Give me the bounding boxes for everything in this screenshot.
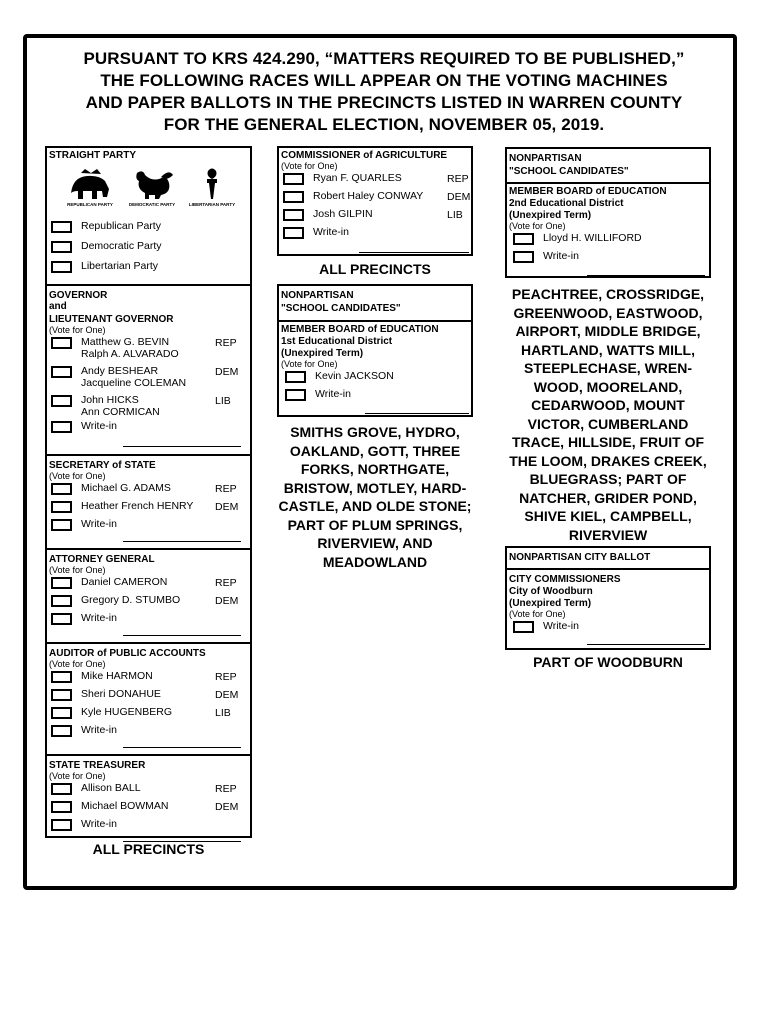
- vote-checkbox[interactable]: [51, 613, 72, 625]
- nonpartisan-label: NONPARTISAN: [281, 290, 354, 301]
- precinct-caption: [270, 423, 480, 571]
- candidate-row[interactable]: Lloyd H. WILLIFORD: [507, 231, 709, 249]
- caption-line: VICTOR, CUMBERLAND: [527, 415, 689, 432]
- candidate-row[interactable]: Gregory D. STUMBO DEM: [47, 593, 250, 611]
- nonpartisan-label: "SCHOOL CANDIDATES": [509, 166, 629, 177]
- writein-row[interactable]: Write-in: [47, 817, 250, 835]
- logo-caption: DEMOCRATIC PARTY: [128, 202, 176, 207]
- candidate-row[interactable]: Allison BALL REP: [47, 781, 250, 799]
- nonpartisan-label: NONPARTISAN: [509, 153, 582, 164]
- notice-header: [30, 48, 738, 136]
- nonpartisan-label: "SCHOOL CANDIDATES": [281, 303, 401, 314]
- vote-checkbox[interactable]: [51, 395, 72, 407]
- section-title: AUDITOR of PUBLIC ACCOUNTS: [49, 648, 206, 659]
- logo-caption: REPUBLICAN PARTY: [67, 202, 113, 207]
- caption-line: BLUEGRASS; PART OF: [529, 471, 687, 487]
- writein-row[interactable]: Write-in: [47, 419, 250, 437]
- vote-checkbox[interactable]: [51, 483, 72, 495]
- caption-line: PART OF PLUM SPRINGS,: [287, 516, 463, 533]
- vote-checkbox[interactable]: [51, 671, 72, 683]
- vote-checkbox[interactable]: [51, 801, 72, 813]
- candidate-row[interactable]: Sheri DONAHUE DEM: [47, 687, 250, 705]
- caption-line: FORKS, NORTHGATE,: [300, 461, 450, 477]
- vote-instruction: (Vote for One): [281, 359, 338, 369]
- caption-line: GREENWOOD, EASTWOOD,: [513, 304, 703, 321]
- candidate-name-line: Matthew G. BEVIN: [81, 336, 170, 348]
- candidate-name-line: Andy BESHEAR: [81, 365, 159, 377]
- writein-line[interactable]: [123, 635, 241, 636]
- section-attorney-general: [47, 550, 250, 644]
- section-title: CITY COMMISSIONERS: [509, 574, 621, 585]
- vote-checkbox[interactable]: [51, 241, 72, 253]
- candidate-row[interactable]: Michael G. ADAMS REP: [47, 481, 250, 499]
- precinct-caption: ALL PRECINCTS: [92, 841, 205, 857]
- vote-checkbox[interactable]: [51, 261, 72, 273]
- party-label: LIB: [215, 395, 231, 407]
- section-governor: [47, 286, 250, 456]
- candidate-row[interactable]: Kyle HUGENBERG LIB: [47, 705, 250, 723]
- section-secretary-of-state: [47, 456, 250, 550]
- party-label: REP: [215, 337, 237, 349]
- caption-line: WOOD, MOORELAND,: [533, 378, 683, 395]
- section-title: 1st Educational District: [281, 336, 393, 347]
- caption-line: RIVERVIEW, AND: [317, 535, 433, 551]
- section-title: City of Woodburn: [509, 586, 593, 597]
- vote-checkbox[interactable]: [51, 577, 72, 589]
- republican-elephant-icon: [65, 167, 115, 207]
- vote-instruction: (Vote for One): [49, 471, 106, 481]
- vote-checkbox[interactable]: [285, 389, 306, 401]
- candidate-name-line: John HICKS: [81, 394, 139, 406]
- writein-row[interactable]: Write-in: [47, 517, 250, 535]
- candidate-row[interactable]: [47, 364, 250, 390]
- caption-line: CASTLE, AND OLDE STONE;: [278, 498, 472, 514]
- section-title: STRAIGHT PARTY: [49, 150, 137, 161]
- candidate-row[interactable]: Mike HARMON REP: [47, 669, 250, 687]
- vote-checkbox[interactable]: [51, 707, 72, 719]
- caption-line: RIVERVIEW: [568, 526, 648, 543]
- candidate-name: [81, 394, 160, 418]
- caption-line: THE LOOM, DRAKES CREEK,: [509, 452, 707, 469]
- writein-row[interactable]: Write-in: [47, 723, 250, 741]
- section-title: COMMISSIONER of AGRICULTURE: [281, 150, 448, 161]
- writein-line[interactable]: [587, 275, 705, 276]
- writein-line[interactable]: [123, 446, 241, 447]
- section-title: STATE TREASURER: [49, 760, 146, 771]
- candidate-name: [81, 365, 186, 389]
- ballot-board-of-education-1st: [277, 284, 473, 417]
- candidate-name-line: Ann CORMICAN: [81, 406, 160, 418]
- vote-checkbox[interactable]: [51, 366, 72, 378]
- header-line: PURSUANT TO KRS 424.290, “MATTERS REQUIRED TO BE PUBLISHED,”: [83, 49, 685, 68]
- section-title: and: [49, 301, 67, 312]
- writein-row[interactable]: Write-in: [279, 387, 471, 405]
- section-title: LIEUTENANT GOVERNOR: [49, 314, 174, 325]
- section-title: SECRETARY of STATE: [49, 460, 156, 471]
- section-title: (Unexpired Term): [509, 210, 592, 221]
- vote-checkbox[interactable]: [513, 621, 534, 633]
- candidate-row[interactable]: Michael BOWMAN DEM: [47, 799, 250, 817]
- vote-checkbox[interactable]: [283, 227, 304, 239]
- ballot-city-commissioners: [505, 546, 711, 650]
- nonpartisan-header: [507, 548, 709, 570]
- nonpartisan-header: [507, 149, 709, 184]
- caption-line: TRACE, HILLSIDE, FRUIT OF: [511, 434, 705, 450]
- section-title: ATTORNEY GENERAL: [49, 554, 155, 565]
- precinct-caption: PART OF WOODBURN: [533, 654, 683, 670]
- writein-row[interactable]: Write-in: [507, 619, 709, 637]
- candidate-row[interactable]: Robert Haley CONWAY DEM: [279, 189, 471, 207]
- writein-row[interactable]: Write-in: [279, 225, 471, 243]
- vote-checkbox[interactable]: [51, 519, 72, 531]
- vote-checkbox[interactable]: [283, 191, 304, 203]
- vote-checkbox[interactable]: [283, 173, 304, 185]
- candidate-row[interactable]: Daniel CAMERON REP: [47, 575, 250, 593]
- vote-checkbox[interactable]: [513, 251, 534, 263]
- section-title: (Unexpired Term): [509, 598, 592, 609]
- candidate-name-line: Jacqueline COLEMAN: [81, 377, 187, 389]
- section-state-treasurer: [47, 756, 250, 846]
- caption-line: SHIVE KIEL, CAMPBELL,: [524, 508, 692, 524]
- ballot-board-of-education-2nd: [505, 147, 711, 278]
- vote-instruction: (Vote for One): [49, 565, 106, 575]
- candidate-row[interactable]: Ryan F. QUARLES REP: [279, 171, 471, 189]
- vote-checkbox[interactable]: [51, 501, 72, 513]
- header-line: FOR THE GENERAL ELECTION, NOVEMBER 05, 2019.: [163, 115, 605, 134]
- caption-line: OAKLAND, GOTT, THREE: [289, 442, 461, 459]
- vote-checkbox[interactable]: [51, 689, 72, 701]
- section-title: 2nd Educational District: [509, 198, 624, 209]
- straight-party-option[interactable]: Democratic Party: [47, 239, 250, 257]
- caption-line: STEEPLECHASE, WREN-: [523, 360, 692, 376]
- section-straight-party: [47, 148, 250, 286]
- party-label: DEM: [215, 366, 239, 378]
- vote-checkbox[interactable]: [283, 209, 304, 221]
- caption-line: SMITHS GROVE, HYDRO,: [290, 424, 460, 440]
- writein-line[interactable]: [587, 644, 705, 645]
- logo-caption: LIBERTARIAN PARTY: [188, 202, 236, 207]
- vote-checkbox[interactable]: [51, 221, 72, 233]
- writein-line[interactable]: [123, 747, 241, 748]
- nonpartisan-label: NONPARTISAN CITY BALLOT: [509, 552, 651, 563]
- caption-line: AIRPORT, MIDDLE BRIDGE,: [515, 323, 701, 339]
- vote-checkbox[interactable]: [51, 421, 72, 433]
- vote-instruction: (Vote for One): [281, 161, 338, 171]
- vote-instruction: (Vote for One): [49, 325, 106, 335]
- precinct-caption: [498, 285, 718, 544]
- ballot-commissioner-agriculture: [277, 146, 473, 256]
- vote-instruction: (Vote for One): [509, 221, 566, 231]
- candidate-row[interactable]: [47, 393, 250, 419]
- precinct-caption: ALL PRECINCTS: [319, 261, 431, 277]
- vote-checkbox[interactable]: [513, 233, 534, 245]
- section-title: MEMBER BOARD of EDUCATION: [281, 324, 439, 335]
- writein-line[interactable]: [123, 541, 241, 542]
- section-title: MEMBER BOARD of EDUCATION: [509, 186, 667, 197]
- header-line: AND PAPER BALLOTS IN THE PRECINCTS LISTED IN WARREN COUNTY: [85, 93, 683, 112]
- caption-line: HARTLAND, WATTS MILL,: [521, 341, 695, 358]
- straight-party-option[interactable]: Libertarian Party: [47, 259, 250, 277]
- vote-checkbox[interactable]: [51, 595, 72, 607]
- party-logos: [47, 161, 250, 219]
- vote-instruction: (Vote for One): [49, 659, 106, 669]
- vote-checkbox[interactable]: [51, 337, 72, 349]
- header-line: THE FOLLOWING RACES WILL APPEAR ON THE VOTING MACHINES: [100, 71, 668, 90]
- vote-checkbox[interactable]: [51, 725, 72, 737]
- writein-row[interactable]: Write-in: [507, 249, 709, 267]
- vote-instruction: (Vote for One): [49, 771, 106, 781]
- candidate-row[interactable]: Josh GILPIN LIB: [279, 207, 471, 225]
- writein-line[interactable]: [359, 252, 469, 253]
- candidate-row[interactable]: Kevin JACKSON: [279, 369, 471, 387]
- writein-line[interactable]: [365, 413, 469, 414]
- vote-checkbox[interactable]: [51, 819, 72, 831]
- candidate-name: [81, 336, 179, 360]
- caption-line: PEACHTREE, CROSSRIDGE,: [511, 286, 705, 302]
- nonpartisan-header: [279, 286, 471, 322]
- democratic-rooster-icon: [127, 167, 177, 207]
- caption-line: NATCHER, GRIDER POND,: [519, 489, 697, 506]
- vote-checkbox[interactable]: [285, 371, 306, 383]
- ballot-column-statewide: [45, 146, 252, 838]
- caption-line: CEDARWOOD, MOUNT: [531, 397, 685, 413]
- caption-line: BRISTOW, MOTLEY, HARD-: [283, 479, 467, 496]
- vote-checkbox[interactable]: [51, 783, 72, 795]
- section-title: (Unexpired Term): [281, 348, 364, 359]
- candidate-name-line: Ralph A. ALVARADO: [81, 348, 179, 360]
- section-auditor: [47, 644, 250, 756]
- section-title: GOVERNOR: [49, 290, 108, 301]
- candidate-row[interactable]: Heather French HENRY DEM: [47, 499, 250, 517]
- caption-line: MEADOWLAND: [322, 553, 428, 570]
- straight-party-option[interactable]: Republican Party: [47, 219, 250, 237]
- libertarian-torch-icon: [187, 167, 237, 207]
- candidate-row[interactable]: [47, 335, 250, 361]
- vote-instruction: (Vote for One): [509, 609, 566, 619]
- writein-row[interactable]: Write-in: [47, 611, 250, 629]
